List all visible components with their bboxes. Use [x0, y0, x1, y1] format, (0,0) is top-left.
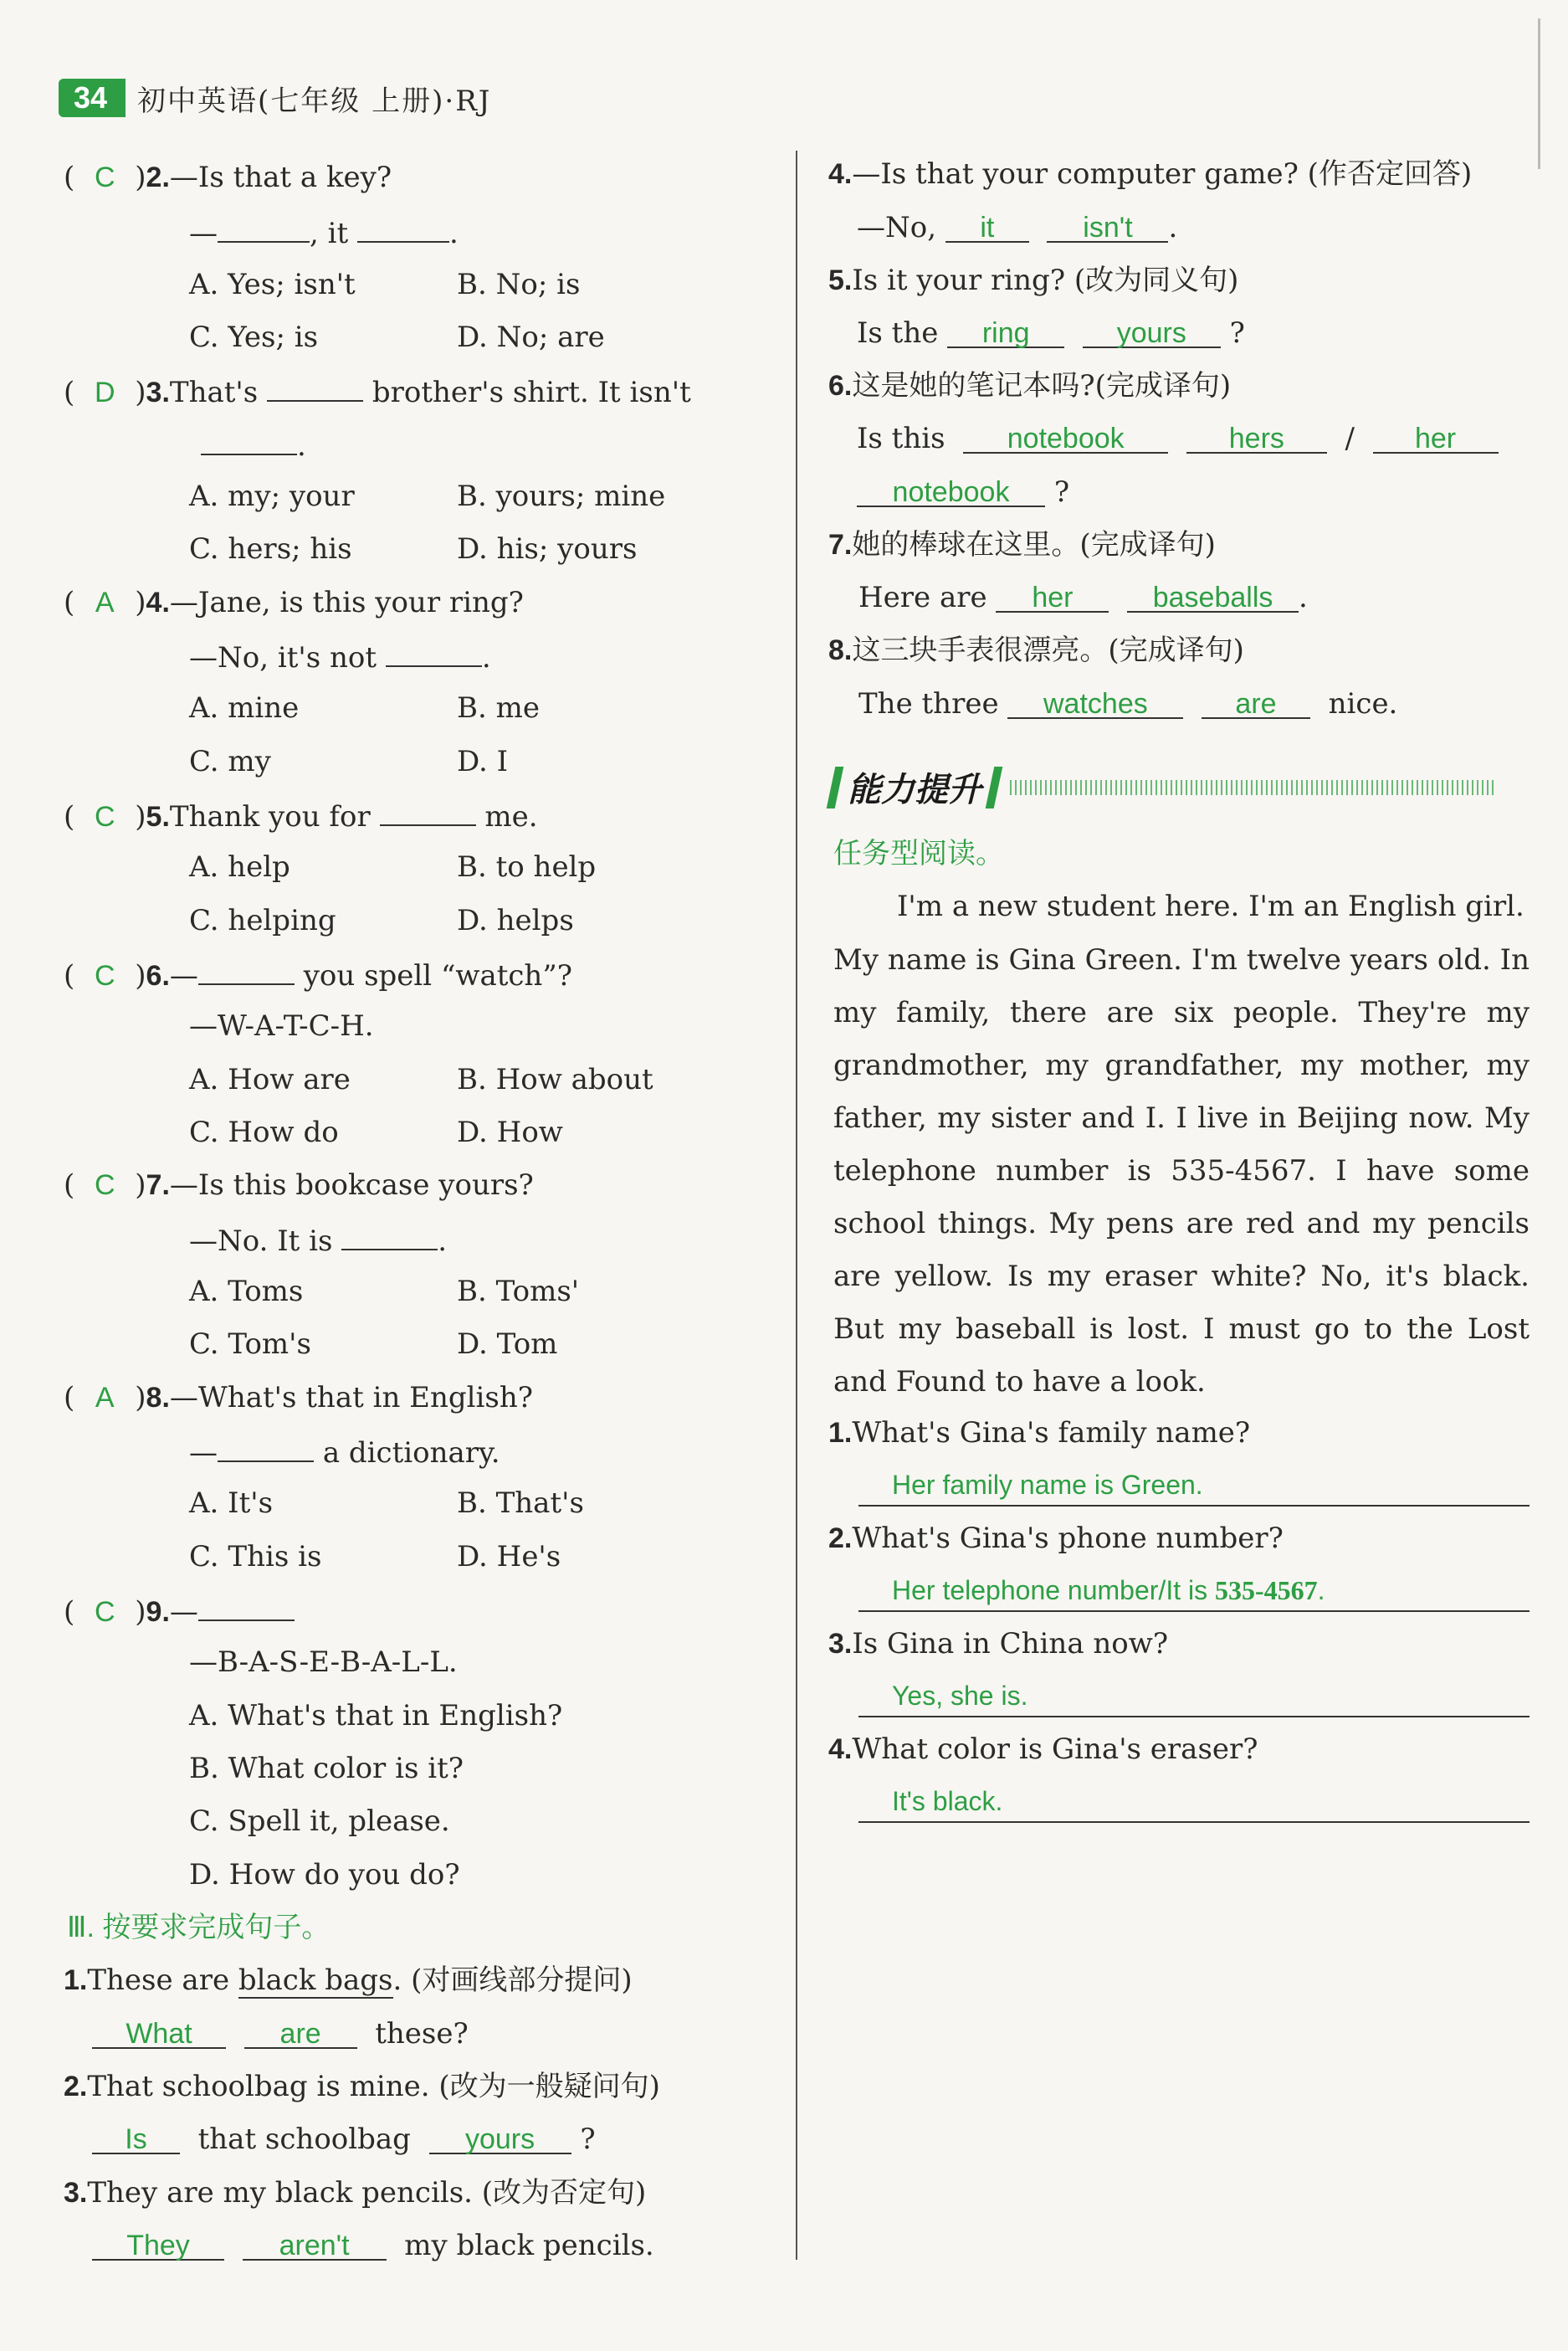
rewrite-6-answer-line2: notebook ? [857, 474, 1069, 511]
answer-choice: C [94, 1596, 115, 1628]
answer-blank[interactable]: baseballs [1127, 579, 1299, 613]
option-b[interactable]: B. me [457, 691, 540, 725]
blank[interactable] [198, 1591, 295, 1621]
answer-blank[interactable]: are [1202, 685, 1310, 719]
option-c[interactable]: C. helping [189, 904, 336, 937]
column-divider [796, 151, 797, 2260]
option-a[interactable]: A. How are [189, 1063, 351, 1096]
option-b[interactable]: B. That's [457, 1486, 584, 1520]
answer-choice: A [95, 587, 115, 619]
passage-line: telephone number is 535-4567. I have some [833, 1154, 1530, 1188]
question-2-line2: — , it . [189, 213, 459, 252]
answer-blank[interactable]: Is [92, 2121, 180, 2154]
rewrite-7-answer: Here are her baseballs . [858, 581, 1308, 614]
answer-blank[interactable]: notebook [857, 474, 1045, 507]
rewrite-5: 5.Is it your ring? (改为同义句) [828, 264, 1239, 297]
blank[interactable] [218, 1432, 314, 1462]
option-b[interactable]: B. No; is [457, 268, 581, 301]
question-8-line2: — a dictionary. [189, 1432, 500, 1471]
question-9: ( C )9.— [64, 1591, 295, 1630]
option-b[interactable]: B. yours; mine [457, 480, 666, 513]
rewrite-4: 4.—Is that your computer game? (作否定回答) [828, 157, 1473, 191]
reading-answer-2[interactable]: Her telephone number/It is 535-4567. [892, 1575, 1325, 1605]
passage-line: grandmother, my grandfather, my mother, my [833, 1049, 1530, 1082]
sentence-3: 3.They are my black pencils. (改为否定句) [64, 2176, 647, 2210]
answer-blank[interactable]: ring [947, 315, 1064, 348]
reading-answer-3[interactable]: Yes, she is. [892, 1681, 1028, 1711]
question-2: ( C )2.—Is that a key? [64, 161, 392, 194]
option-c[interactable]: C. This is [189, 1540, 322, 1573]
question-8: ( A )8.—What's that in English? [64, 1381, 533, 1414]
underlined-phrase: black bags [238, 1963, 393, 1997]
answer-blank[interactable]: her [1373, 420, 1499, 454]
passage-line: I'm a new student here. I'm an English girl. [897, 890, 1524, 923]
blank[interactable] [218, 213, 310, 243]
section-dotted-rule [1010, 780, 1495, 795]
blank[interactable] [267, 372, 363, 402]
answer-rule [858, 1505, 1530, 1507]
option-c[interactable]: C. Tom's [189, 1327, 311, 1361]
sentence-2: 2.That schoolbag is mine. (改为一般疑问句) [64, 2070, 660, 2103]
section-bar-right [986, 767, 1003, 808]
blank[interactable] [380, 796, 476, 826]
answer-choice: C [94, 162, 115, 193]
blank[interactable] [341, 1220, 438, 1250]
passage-line: are yellow. Is my eraser white? No, it's black. [833, 1260, 1530, 1293]
reading-question-4: 4.What color is Gina's eraser? [828, 1732, 1258, 1766]
answer-blank[interactable]: isn't [1047, 209, 1168, 243]
option-a[interactable]: A. Yes; isn't [189, 268, 356, 301]
answer-rule [858, 1610, 1530, 1612]
page-header [59, 77, 491, 119]
answer-choice: A [95, 1382, 115, 1414]
answer-blank[interactable]: They [92, 2227, 224, 2261]
option-c[interactable]: C. Yes; is [189, 321, 319, 354]
option-a[interactable]: A. my; your [189, 480, 355, 513]
question-3: ( D )3.That's brother's shirt. It isn't [64, 372, 691, 411]
option-a[interactable]: A. Toms [189, 1275, 304, 1308]
rewrite-4-answer: —No, it isn't . [857, 211, 1178, 244]
question-5: ( C )5.Thank you for me. [64, 796, 538, 835]
answer-blank[interactable]: watches [1007, 685, 1183, 719]
option-c[interactable]: C. hers; his [189, 532, 352, 566]
sentence-2-answer: Is that schoolbag yours ? [92, 2121, 596, 2158]
option-d[interactable]: D. Tom [457, 1327, 558, 1361]
option-d[interactable]: D. No; are [457, 321, 605, 354]
section-bar-left [827, 767, 844, 808]
blank[interactable] [386, 637, 482, 667]
passage-line: father, my sister and I. I live in Beijing now. My [833, 1101, 1530, 1135]
reading-question-3: 3.Is Gina in China now? [828, 1627, 1169, 1661]
passage-line: My name is Gina Green. I'm twelve years old. In [833, 943, 1530, 977]
question-9-line2: —B-A-S-E-B-A-L-L. [189, 1645, 458, 1679]
rewrite-8: 8.这三块手表很漂亮。(完成译句) [828, 634, 1244, 667]
answer-blank[interactable]: What [92, 2015, 226, 2049]
reading-question-2: 2.What's Gina's phone number? [828, 1522, 1284, 1555]
book-title: 初中英语(七年级 上册)·RJ [137, 84, 492, 118]
answer-choice: C [94, 801, 115, 833]
option-a[interactable]: A. It's [189, 1486, 274, 1520]
option-a[interactable]: A. mine [189, 691, 300, 725]
question-7: ( C )7.—Is this bookcase yours? [64, 1168, 534, 1202]
sentence-3-answer: They aren't my black pencils. [92, 2227, 654, 2264]
section-header [831, 763, 1495, 811]
answer-blank[interactable]: yours [429, 2121, 571, 2154]
answer-blank[interactable]: it [945, 209, 1029, 243]
page-number-badge: 34 [59, 79, 126, 117]
question-4-line2: —No, it's not . [189, 637, 491, 676]
passage-line: and Found to have a look. [833, 1365, 1206, 1399]
option-d[interactable]: D. How do you do? [189, 1858, 460, 1892]
passage-body [833, 934, 1530, 1409]
answer-rule [858, 1821, 1530, 1823]
question-4: ( A )4.—Jane, is this your ring? [64, 586, 524, 619]
option-a[interactable]: A. help [189, 850, 290, 884]
question-6-line2: —W-A-T-C-H. [189, 1009, 374, 1043]
answer-rule [858, 1716, 1530, 1717]
option-b[interactable]: B. How about [457, 1063, 653, 1096]
question-3-line2: . [201, 425, 306, 465]
option-b[interactable]: B. to help [457, 850, 597, 884]
sentence-1: 1.These are black bags. (对画线部分提问) [64, 1963, 633, 1997]
answer-choice: C [94, 960, 115, 992]
answer-choice: D [94, 377, 115, 408]
passage-line: But my baseball is lost. I must go to the Lost [833, 1312, 1530, 1346]
reading-answer-4[interactable]: It's black. [892, 1786, 1003, 1816]
answer-blank[interactable]: hers [1186, 420, 1327, 454]
option-d[interactable]: D. He's [457, 1540, 561, 1573]
rewrite-6: 6.这是她的笔记本吗?(完成译句) [828, 369, 1232, 403]
option-d[interactable]: D. his; yours [457, 532, 638, 566]
task-title: 任务型阅读。 [833, 838, 1004, 870]
rewrite-8-answer: The three watches are nice. [858, 687, 1398, 721]
sentence-1-answer: What are these? [92, 2015, 469, 2052]
option-a[interactable]: A. What's that in English? [189, 1699, 563, 1732]
option-c[interactable]: C. Spell it, please. [189, 1804, 450, 1838]
blank[interactable] [201, 425, 297, 455]
option-c[interactable]: C. my [189, 745, 271, 778]
blank[interactable] [198, 955, 295, 985]
rewrite-5-answer: Is the ring yours ? [857, 316, 1245, 350]
answer-blank[interactable]: are [244, 2015, 357, 2049]
option-b[interactable]: B. What color is it? [189, 1752, 464, 1785]
page-edge-line [1538, 18, 1540, 169]
passage-line: school things. My pens are red and my pencils [833, 1207, 1530, 1240]
rewrite-6-answer: Is this notebook hers / her [857, 420, 1499, 457]
option-d[interactable]: D. I [457, 745, 509, 778]
option-d[interactable]: D. helps [457, 904, 574, 937]
option-b[interactable]: B. Toms' [457, 1275, 580, 1308]
option-c[interactable]: C. How do [189, 1116, 339, 1149]
reading-answer-1[interactable]: Her family name is Green. [892, 1470, 1203, 1500]
reading-question-1: 1.What's Gina's family name? [828, 1416, 1251, 1450]
answer-blank[interactable]: notebook [963, 420, 1168, 454]
section-3-title: Ⅲ. 按要求完成句子。 [67, 1912, 331, 1943]
blank[interactable] [357, 213, 449, 243]
answer-blank[interactable]: her [996, 579, 1109, 613]
question-7-line2: —No. It is . [189, 1220, 447, 1260]
answer-blank[interactable]: aren't [243, 2227, 387, 2261]
answer-choice: C [94, 1169, 115, 1201]
passage-line: my family, there are six people. They're my [833, 996, 1530, 1029]
option-d[interactable]: D. How [457, 1116, 563, 1149]
rewrite-7: 7.她的棒球在这里。(完成译句) [828, 528, 1216, 562]
question-6: ( C )6.— you spell “watch”? [64, 955, 572, 994]
section-title: 能力提升 [848, 771, 981, 809]
answer-blank[interactable]: yours [1083, 315, 1221, 348]
